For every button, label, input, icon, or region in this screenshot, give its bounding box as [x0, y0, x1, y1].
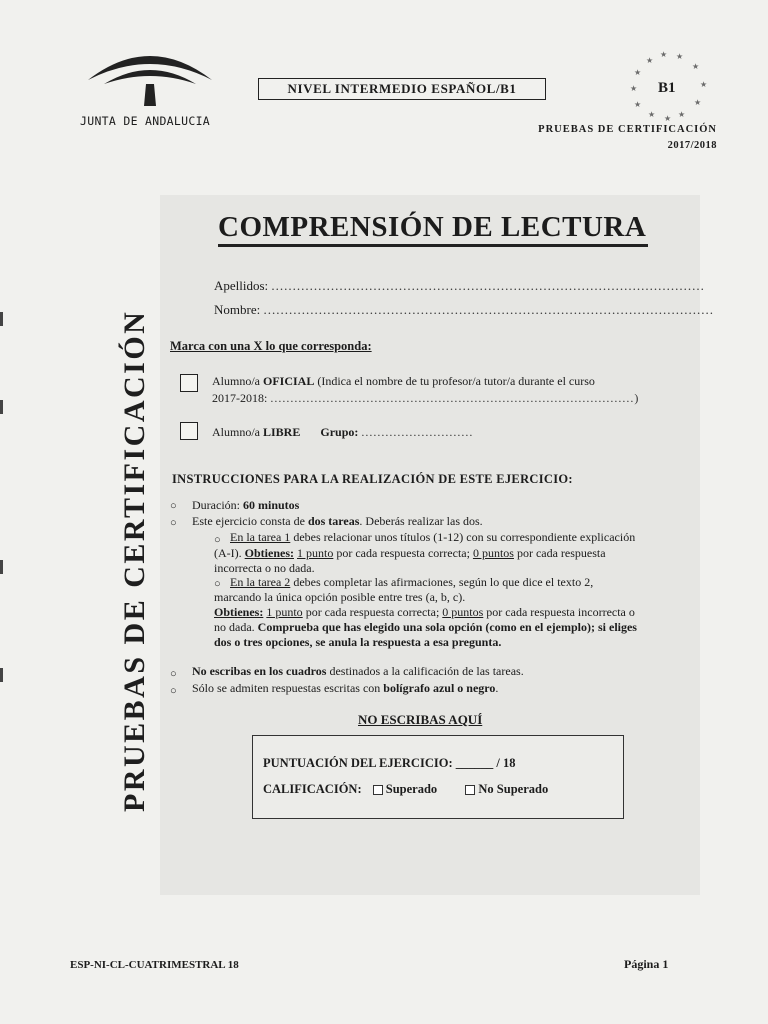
junta-andalucia-logo — [78, 40, 218, 140]
no-superado-label: No Superado — [478, 782, 549, 796]
score-line — [263, 756, 515, 771]
eu-stars-icon: ★ — [630, 84, 638, 93]
task2-text1: debes completar las afirmaciones, según lo que dice el texto 2, — [293, 575, 594, 589]
bullet-icon: ○ — [170, 517, 177, 529]
task2-line5: dos o tres opciones, se anula la respuesta a esa pregunta. — [214, 635, 502, 649]
task1-text1: debes relacionar unos títulos (1-12) con su correspondiente explicación — [293, 530, 636, 544]
pen-line — [192, 681, 498, 696]
eu-stars-icon: ★ — [660, 50, 668, 59]
task1-line1 — [230, 530, 635, 545]
eu-stars-icon: ★ — [678, 110, 686, 119]
task2-text3c: por cada respuesta incorrecta o — [486, 605, 635, 619]
surname-field[interactable] — [214, 278, 705, 294]
mark-instruction: Marca con una X lo que corresponda: — [170, 339, 372, 353]
oficial-year: 2017-2018: — [212, 391, 268, 405]
task1-text2c: por cada respuesta — [516, 546, 606, 560]
score-label: PUNTUACIÓN DEL EJERCICIO: — [263, 756, 453, 770]
surname-label: Apellidos: — [214, 278, 269, 293]
eu-stars-icon: ★ — [692, 62, 700, 71]
task1-line2 — [214, 546, 606, 561]
one-point: 1 punto — [297, 546, 334, 560]
tasks-post: . Deberás realizar las dos. — [359, 514, 483, 528]
grade-line — [263, 782, 548, 797]
document-code: ESP-NI-CL-CUATRIMESTRAL 18 — [70, 959, 239, 971]
oficial-dots: ...........................................................................................) — [270, 391, 640, 405]
level-title: NIVEL INTERMEDIO ESPAÑOL/B1 — [258, 78, 546, 100]
score-total: / 18 — [496, 756, 516, 770]
grupo-dots[interactable]: ............................ — [361, 425, 474, 439]
b1-label: B1 — [658, 80, 676, 96]
eu-stars-icon: ★ — [634, 68, 642, 77]
score-blank: ______ — [455, 756, 494, 770]
side-title: PRUEBAS DE CERTIFICACIÓN — [118, 309, 151, 812]
pen-bold: bolígrafo azul o negro — [383, 681, 496, 695]
tasks-pre: Este ejercicio consta de — [192, 514, 305, 528]
eu-stars-icon: ★ — [648, 110, 656, 119]
one-point: 1 punto — [266, 605, 303, 619]
bullet-icon: ○ — [214, 534, 221, 546]
pen-pre: Sólo se admiten respuestas escritas con — [192, 681, 381, 695]
eu-stars-icon: ★ — [676, 52, 684, 61]
task2-text4b: Comprueba que has elegido una sola opción (como en el ejemplo); si eliges — [257, 620, 637, 634]
no-write-bold: No escribas en los cuadros — [192, 664, 327, 678]
oficial-checkbox[interactable] — [180, 374, 198, 392]
obtienes-label: Obtienes: — [214, 605, 264, 619]
name-field[interactable] — [214, 302, 714, 318]
logo-text: JUNTA DE ANDALUCIA — [80, 114, 211, 128]
oficial-option-text — [212, 374, 595, 389]
name-label: Nombre: — [214, 302, 261, 317]
task2-line1 — [230, 575, 593, 590]
page-title: COMPRENSIÓN DE LECTURA — [218, 210, 648, 247]
duration-value: 60 minutos — [242, 498, 300, 512]
bullet-icon: ○ — [170, 668, 177, 680]
task2-line3 — [214, 605, 635, 620]
task2-text3b: por cada respuesta correcta; — [305, 605, 440, 619]
scan-edge-mark — [0, 312, 3, 326]
obtienes-label: Obtienes: — [244, 546, 294, 560]
tasks-line — [192, 514, 483, 529]
junta-andalucia-logo-icon — [80, 40, 220, 112]
scan-edge-mark — [0, 400, 3, 414]
bullet-icon: ○ — [170, 685, 177, 697]
surname-dots: ...................................................................................................... — [271, 278, 705, 293]
score-box — [252, 735, 624, 819]
cert-year: 2017/2018 — [667, 140, 717, 151]
b1-badge — [620, 50, 716, 130]
zero-points: 0 puntos — [442, 605, 484, 619]
task2-text4a: no dada. — [214, 620, 255, 634]
eu-stars-icon: ★ — [634, 100, 642, 109]
no-write-line — [192, 664, 524, 679]
libre-checkbox[interactable] — [180, 422, 198, 440]
name-dots: .......................................................................................................... — [263, 302, 714, 317]
libre-bold: LIBRE — [263, 425, 301, 439]
duration-label: Duración: — [192, 498, 240, 512]
task1-label: En la tarea 1 — [230, 530, 291, 544]
cert-title: PRUEBAS DE CERTIFICACIÓN — [538, 124, 717, 135]
task2-label: En la tarea 2 — [230, 575, 291, 589]
page-number: Página 1 — [624, 957, 669, 971]
eu-stars-icon: ★ — [664, 114, 672, 123]
grade-label: CALIFICACIÓN: — [263, 782, 362, 796]
task2-line4 — [214, 620, 637, 635]
scan-edge-mark — [0, 560, 3, 574]
bullet-icon: ○ — [214, 578, 221, 590]
libre-option-text — [212, 425, 473, 440]
task1-text2a: (A-I). — [214, 546, 242, 560]
oficial-prefix: Alumno/a — [212, 374, 260, 388]
no-write-rest: destinados a la calificación de las tareas. — [329, 664, 524, 678]
oficial-note: (Indica el nombre de tu profesor/a tutor/a durante el curso — [317, 374, 595, 388]
duration-line — [192, 498, 299, 513]
bullet-icon: ○ — [170, 500, 177, 512]
eu-stars-icon: ★ — [694, 98, 702, 107]
scan-edge-mark — [0, 668, 3, 682]
no-superado-checkbox[interactable] — [465, 785, 475, 795]
eu-stars-icon: ★ — [646, 56, 654, 65]
task1-line3: incorrecta o no dada. — [214, 561, 315, 575]
task1-text2b: por cada respuesta correcta; — [336, 546, 470, 560]
tasks-bold: dos tareas — [307, 514, 360, 528]
eu-stars-icon: ★ — [700, 80, 708, 89]
instructions-heading: INSTRUCCIONES PARA LA REALIZACIÓN DE ESTE EJERCICIO: — [172, 472, 573, 486]
oficial-bold: OFICIAL — [263, 374, 315, 388]
pen-post: . — [495, 681, 499, 695]
superado-checkbox[interactable] — [373, 785, 383, 795]
no-write-here-heading: NO ESCRIBAS AQUÍ — [358, 712, 483, 727]
oficial-teacher-field[interactable] — [212, 391, 639, 406]
superado-label: Superado — [385, 782, 438, 796]
task2-line2: marcando la única opción posible entre tres (a, b, c). — [214, 590, 466, 604]
zero-points: 0 puntos — [472, 546, 514, 560]
libre-prefix: Alumno/a — [212, 425, 260, 439]
grupo-label: Grupo: — [320, 425, 359, 439]
